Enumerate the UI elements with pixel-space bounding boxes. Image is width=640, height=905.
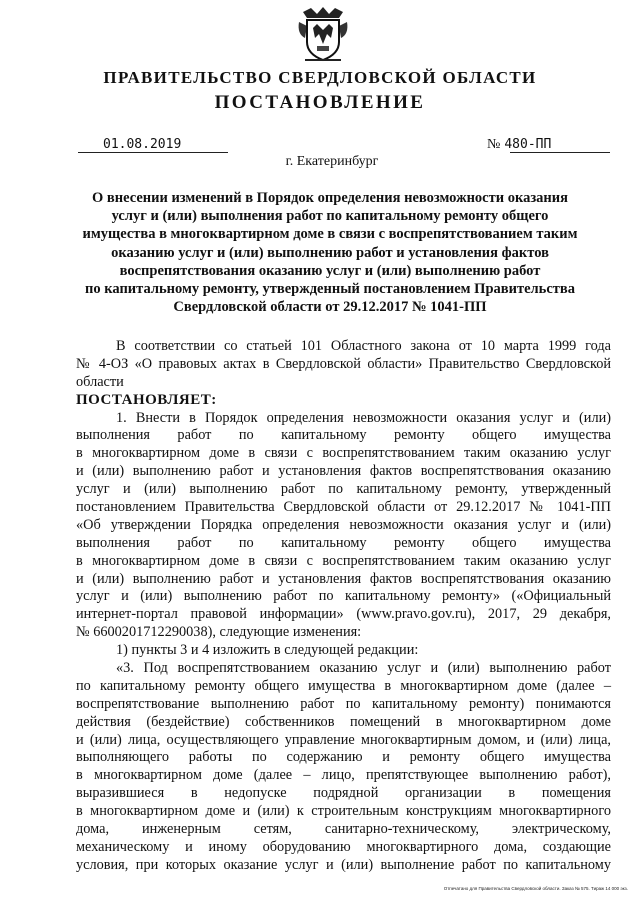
number-value: 480-ПП [504,137,552,152]
organization-name: ПРАВИТЕЛЬСТВО СВЕРДЛОВСКОЙ ОБЛАСТИ [103,68,537,87]
print-footer: Отпечатано для Правительства Свердловской области. Заказ № 575. Тираж 14 000 экз. [443,886,628,891]
body-line: по капитальному ремонту общего имущества в многоквартирном доме (далее – [76,677,611,694]
document-title [70,189,590,316]
body-line: выполняющего работы по содержанию и ремонту общего имущества [76,749,611,766]
title-line: Свердловской области от 29.12.2017 № 1041-ПП [173,299,487,316]
body-line: в многоквартирном доме (далее – лицо, препятствующее выполнению работ), [76,767,611,784]
body-line: и (или) выполнению работ и установления фактов воспрепятствования оказанию [76,463,611,480]
body-line: № 6600201712290038), следующие изменения: [76,624,362,641]
body-line: В соответствии со статьей 101 Областного закона от 10 марта 1999 года [116,338,611,354]
body-line: и (или) лица, осуществляющего управление многоквартирным домом, и (или) лица, [76,731,611,748]
body-line: «Об утверждении Порядка определения невозможности оказания услуг и (или) [76,516,611,533]
body-line: выразившиеся в недопуске подрядной организации в помещения [76,785,611,802]
body-line: интернет-портал правовой информации» (www.pravo.gov.ru), 2017, 29 декабря, [76,606,611,623]
date-underline [78,152,228,153]
body-line: № 4-ОЗ «О правовых актах в Свердловской области» Правительство Свердловской [76,355,611,372]
body-line: действия (бездействие) собственников помещений в многоквартирном доме [76,713,611,730]
body-line: в многоквартирном доме и (или) к строительным конструкциям многоквартирного [76,803,611,820]
document-number [487,137,551,153]
body-line: воспрепятствование выполнению работ по капитальному ремонту) понимаются [76,695,611,712]
body-line: дома, инженерным сетям, санитарно-техническому, электрическому, [76,821,611,838]
body-line: постановлением Правительства Свердловской области от 29.12.2017 № 1041-ПП [76,499,611,516]
body-line: области [76,373,124,390]
body-line: механическому и иному оборудованию многоквартирного дома, создающие [76,838,611,855]
title-line: имущества в многоквартирном доме в связи с воспрепятствованием таким [82,226,578,243]
document-body [76,338,611,875]
resolves-heading: ПОСТАНОВЛЯЕТ: [76,391,217,408]
body-line: 1. Внести в Порядок определения невозможности оказания услуг и (или) [116,409,611,426]
title-line: по капитальному ремонту, утвержденный постановлением Правительства [85,281,575,298]
title-line: оказанию услуг и (или) выполнению работ и установления фактов [111,244,549,261]
body-line: выполнения работ по капитальному ремонту общего имущества [76,534,611,551]
body-line: услуг и (или) выполнению работ по капитальному ремонту, утвержденный [76,481,611,498]
number-label: № [487,137,501,152]
number-underline [510,152,610,153]
body-line: 1) пункты 3 и 4 изложить в следующей редакции: [116,642,419,659]
city: г. Екатеринбург [285,154,379,169]
document-date: 01.08.2019 [103,137,182,152]
body-line: и (или) выполнению работ и установления фактов воспрепятствования оказанию [76,570,611,587]
body-line: условия, при которых оказание услуг и (или) выполнение работ по капитальному [76,856,611,873]
body-line: в многоквартирном доме в связи с воспрепятствованием таким оказанию услуг [76,552,611,569]
title-line: О внесении изменений в Порядок определения невозможности оказания [92,190,568,206]
body-line: услуг и (или) выполнению работ по капитальному ремонту» («Официальный [76,588,611,605]
document-type: ПОСТАНОВЛЕНИЕ [214,92,426,113]
coat-of-arms-icon [297,4,349,64]
body-line: в многоквартирном доме в связи с воспрепятствованием таким оказанию услуг [76,445,611,462]
title-line: воспрепятствования оказанию услуг и (или) выполнению работ [119,262,541,279]
body-line: выполнения работ по капитальному ремонту общего имущества [76,427,611,444]
body-line: «3. Под воспрепятствованием оказанию услуг и (или) выполнению работ [116,660,611,677]
title-line: услуг и (или) выполнения работ по капитальному ремонту общего [111,208,549,225]
